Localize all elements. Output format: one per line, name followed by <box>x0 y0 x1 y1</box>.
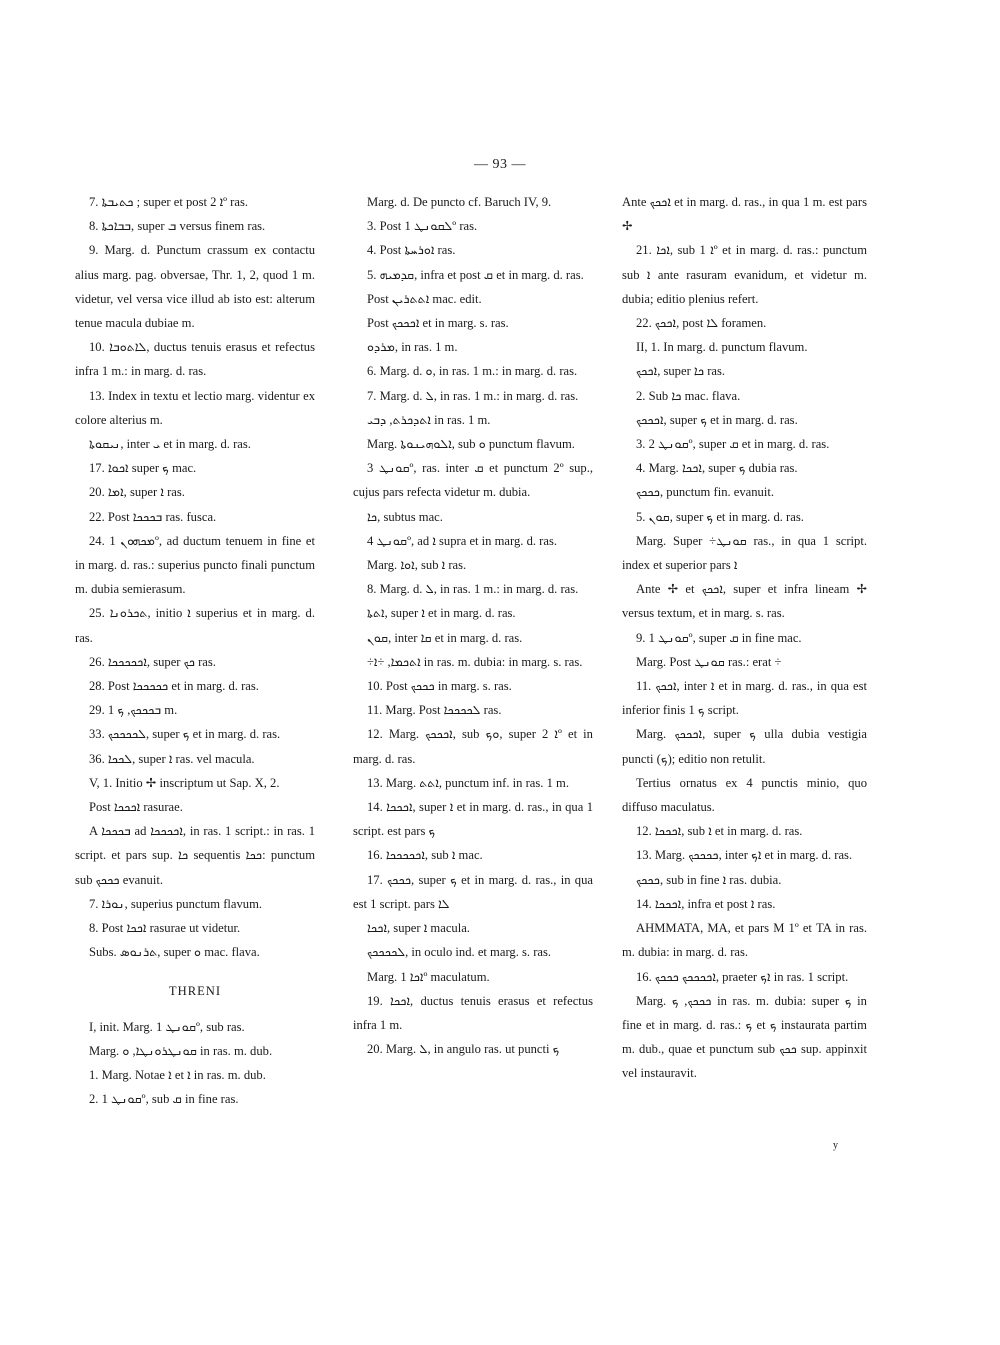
apparatus-entry: ܩܘܢܛ 4º, ad ܐ supra et in marg. d. ras. <box>367 533 558 548</box>
apparatus-entry: 2. Sub ܟܐ mac. flava. <box>636 388 741 403</box>
apparatus-entry: 20. Marg. ܠ, in angulo ras. ut puncti ܟ <box>367 1042 560 1057</box>
apparatus-entry: 14. ܐܟܟܟܐ, super ܐ et in marg. d. ras., in qua 1 script. est pars ܟ <box>353 800 593 839</box>
apparatus-entry: 26. ܐܟܟܟܟܟܐ, super ܟܟ ras. <box>89 654 216 669</box>
apparatus-entry: 11. ܐܟܟܟ, inter ܐ et in marg. d. ras., in qua est inferior finis ܟ 1 script. <box>622 679 867 718</box>
apparatus-entry: ܐܟܟܐ, super ܐ macula. <box>367 921 470 936</box>
apparatus-entry: 10. ܠܐܬܘܒܐ, ductus tenuis erasus et refectus infra 1 m.: in marg. d. ras. <box>75 340 315 379</box>
apparatus-entry: V, 1. Initio ✢ inscriptum ut Sap. X, 2. <box>89 775 280 790</box>
apparatus-entry: ܐܬܬܐ, super ܐ et in marg. d. ras. <box>367 606 516 621</box>
apparatus-entry: 5. ܩܘܢ, super ܟ et in marg. d. ras. <box>636 509 804 524</box>
apparatus-entry: 8. Post ܐܟܟܐ rasurae ut videtur. <box>89 921 241 936</box>
apparatus-entry: Post ܐܟܟܟܐ rasurae. <box>89 800 183 815</box>
apparatus-entry: ΑΗΜΜΑΤΑ, ΜΑ, et pars Μ 1º et ΤΑ in ras. m. dubia: in marg. d. ras. <box>622 921 867 960</box>
section-heading: THRENI <box>168 983 222 998</box>
apparatus-entry: ܟܐ, subtus mac. <box>367 509 443 524</box>
apparatus-entry: Marg. ܐܟܐ 1º maculatum. <box>367 969 490 984</box>
apparatus-entry: 14. ܐܟܟܟܐ, infra et post ܐ ras. <box>636 896 776 911</box>
apparatus-entry: ܡܪܕܘ, in ras. 1 m. <box>367 340 458 355</box>
apparatus-entry: 8. Marg. d. ܠ, in ras. 1 m.: in marg. d. ras. <box>367 582 579 597</box>
apparatus-entry: 20. ܐܡܐ, super ܐ ras. <box>89 485 185 500</box>
apparatus-entry: ÷ܐܬܟܡܐ, ÷ܐ in ras. m. dubia: in marg. s. ras. <box>367 654 583 669</box>
apparatus-entry: Ante ܐܟܟܟ et in marg. d. ras., in qua 1 m. est pars ✢ <box>622 195 867 234</box>
apparatus-entry: 5. ܩܕܡܝܗ, infra et post ܩ et in marg. d. ras. <box>367 267 584 282</box>
apparatus-entry: 9. ܩܘܢܛ 1º, super ܩ in fine mac. <box>636 630 802 645</box>
apparatus-entry: Marg. ܐܟܟܟܟ, super ܟ ulla dubia vestigia puncti (ܟ); editio non retulit. <box>622 727 867 766</box>
apparatus-entry: II, 1. In marg. d. punctum flavum. <box>636 340 808 355</box>
apparatus-entry: 16. ܐܟܟܟܟܟܐ, sub ܐ mac. <box>367 848 483 863</box>
apparatus-entry: 4. Marg. ܐܟܟܐ, super ܟ dubia ras. <box>636 461 798 476</box>
apparatus-entry: 7. Marg. d. ܠ, in ras. 1 m.: in marg. d. ras. <box>367 388 579 403</box>
page-number: — 93 — <box>474 157 526 172</box>
apparatus-entry: 4. Post ܐܘܪܚܬܐ ras. <box>367 243 456 258</box>
apparatus-entry: Tertius ornatus ex 4 punctis minio, quo diffuso maculatus. <box>622 775 867 815</box>
apparatus-entry: 19. ܐܟܟܐ, ductus tenuis erasus et refectus infra 1 m. <box>353 993 593 1032</box>
apparatus-entry: 11. Marg. Post ܠܟܟܟܟܐ ras. <box>367 703 502 718</box>
apparatus-entry: 12. Marg. ܐܟܟܟܟ, sub ܘܟ, super ܐ 2º et in marg. d. ras. <box>353 727 593 766</box>
apparatus-entry: 1. Marg. Notae ܐ et ܐ in ras. m. dub. <box>89 1068 266 1083</box>
apparatus-entry: 22. Post ܒܟܟܟܐ ras. fusca. <box>89 509 217 524</box>
apparatus-entry: 29. ܒܟܟܟܟ, ܟ 1 m. <box>89 703 178 718</box>
signature-mark: y <box>833 1140 838 1151</box>
apparatus-entry: 13. Index in textu et lectio marg. videntur ex colore alterius m. <box>75 388 315 427</box>
apparatus-entry: A ܒܟܟܟܐ ad ܐܟܟܟܟܐ, in ras. 1 script.: in ras. 1 script. et pars sup. ܟܐ sequentis ܟܟܐ: punctum sub ܟܟܟܟ evanuit. <box>75 824 315 887</box>
apparatus-entry: 21. ܐܟܐ, sub ܐ 1º et in marg. d. ras.: punctum sub ܐ ante rasuram evanidum, et videtur m. dubia; editio plenius refert. <box>622 243 868 306</box>
apparatus-entry: 3. Post ܠܩܘܢܛ 1º ras. <box>367 219 478 234</box>
apparatus-entry: ܐܟܟܟܟ, super ܟ et in marg. d. ras. <box>636 412 798 427</box>
apparatus-entry: ܟܟܟܟ, punctum fin. evanuit. <box>636 485 775 500</box>
apparatus-entry: 2. ܩܘܢܛ 1º, sub ܩ in fine ras. <box>89 1092 239 1107</box>
apparatus-entry: 12. ܐܟܟܟܐ, sub ܐ et in marg. d. ras. <box>636 824 803 839</box>
apparatus-entry: ܟܟܟܟ, sub in fine ܐ ras. dubia. <box>636 872 782 887</box>
apparatus-entry: ܐܟܟܟ, super ܟܐ ras. <box>636 364 726 379</box>
apparatus-entry: 28. Post ܟܟܟܟܟܐ et in marg. d. ras. <box>89 679 259 694</box>
apparatus-entry: 25. ܬܟܪܘܢܐ, initio ܐ superius et in marg. d. ras. <box>75 606 315 645</box>
apparatus-entry: Subs. ܬܪܢܘܣ, super ܘ mac. flava. <box>89 945 260 960</box>
apparatus-entry: 33. ܠܟܟܟܟܟ, super ܟ et in marg. d. ras. <box>89 727 281 742</box>
apparatus-entry: 7. ܟܬܝܒܬܐ ; super et post ܐ 2º ras. <box>89 195 249 209</box>
column-left <box>75 190 315 1112</box>
column-middle <box>353 190 593 1061</box>
apparatus-entry: Post ܐܟܟܟܟ et in marg. s. ras. <box>367 316 509 331</box>
apparatus-entry: ܢܝܩܘܬܐ, inter ܝ et in marg. d. ras. <box>89 437 251 452</box>
apparatus-entry: I, init. Marg. ܩܘܢܛ 1º, sub ras. <box>89 1019 245 1034</box>
column-right <box>622 190 867 1086</box>
apparatus-entry: ܠܟܟܟܟܟ, in oculo ind. et marg. s. ras. <box>367 945 552 960</box>
apparatus-entry: 6. Marg. d. ܘ, in ras. 1 m.: in marg. d. ras. <box>367 364 578 379</box>
apparatus-entry: Marg. ܟܟܟܟ, ܟ in ras. m. dubia: super ܟ in fine et in marg. d. ras.: ܟ et ܟ instaurata partim m. dub., quae et punctum sub ܟܟܟ sup. appinxit vel instauravit. <box>622 993 868 1081</box>
apparatus-entry: Ante ✢ et ܐܟܟܟ, super et infra lineam ✢ versus textum, et in marg. s. ras. <box>622 582 867 621</box>
apparatus-entry: ܩܘܢ, inter ܩܐ et in marg. d. ras. <box>367 630 523 645</box>
apparatus-entry: Marg. ܐܘܐ, sub ܐ ras. <box>367 558 467 573</box>
apparatus-entry: 3. ܩܘܢܛ 2º, super ܩ et in marg. d. ras. <box>636 437 830 452</box>
apparatus-entry: Marg. ܩܘܢܛܪܘܢܛܐ, ܘ in ras. m. dub. <box>89 1043 273 1058</box>
apparatus-entry: 13. Marg. ܟܟܟܟܟ, inter ܐܟ et in marg. d. ras. <box>636 848 853 863</box>
apparatus-entry: 17. ܟܟܟܟ, super ܟ et in marg. d. ras., in qua est 1 script. pars ܠܐ <box>353 872 593 911</box>
apparatus-entry: 13. Marg. ܐܬܬ, punctum inf. in ras. 1 m. <box>367 775 569 790</box>
apparatus-entry: Marg. Post ܩܘܢܛ ras.: erat ÷ <box>636 654 782 669</box>
apparatus-entry: 9. Marg. d. Punctum crassum ex contactu alius marg. pag. obversae, Thr. 1, 2, quod 1 m. videtur, vel versa vice illud ab isto est: alterum tenue macula dubiae m. <box>75 243 315 331</box>
apparatus-entry: Post ܐܬܬܪܝܢ mac. edit. <box>367 291 482 306</box>
apparatus-entry: 24. ܡܟܗܘܢ 1º, ad ductum tenuem in fine et in marg. d. ras.: superius puncto finali punctum m. dubia semierasum. <box>75 533 315 597</box>
apparatus-entry: Marg. ܐܠܘܗܝܢܘܬܐ, sub ܘ punctum flavum. <box>367 437 575 452</box>
apparatus-entry: 16. ܐܟܟܟܟܟ ܟܟܟܟ, praeter ܐܟ in ras. 1 script. <box>636 969 849 984</box>
apparatus-entry: 8. ܒܒܐܟܬܐ, super ܒ versus finem ras. <box>89 219 266 234</box>
apparatus-entry: 17. ܐܟܘܐ super ܟ mac. <box>89 461 197 476</box>
apparatus-entry: 10. Post ܟܟܟܟ in marg. s. ras. <box>367 679 512 694</box>
apparatus-entry: 36. ܠܟܟܐ, super ܐ ras. vel macula. <box>89 751 255 766</box>
apparatus-entry: 22. ܐܟܟܟ, post ܠܐ foramen. <box>636 316 767 331</box>
apparatus-entry: ܐܬܕܟܪܬ, ܕܒܝ in ras. 1 m. <box>367 412 491 427</box>
apparatus-entry: Marg. d. De puncto cf. Baruch IV, 9. <box>367 195 552 209</box>
apparatus-entry: Marg. Super ÷ܩܘܢܛ ras., in qua 1 script. index et superior pars ܐ <box>622 533 867 573</box>
apparatus-entry: 7. ܢܘܪܐ, superius punctum flavum. <box>89 896 263 911</box>
apparatus-entry: ܩܘܢܛ 3º, ras. inter ܩ et punctum 2º sup., cujus pars refecta videtur m. dubia. <box>353 461 594 500</box>
